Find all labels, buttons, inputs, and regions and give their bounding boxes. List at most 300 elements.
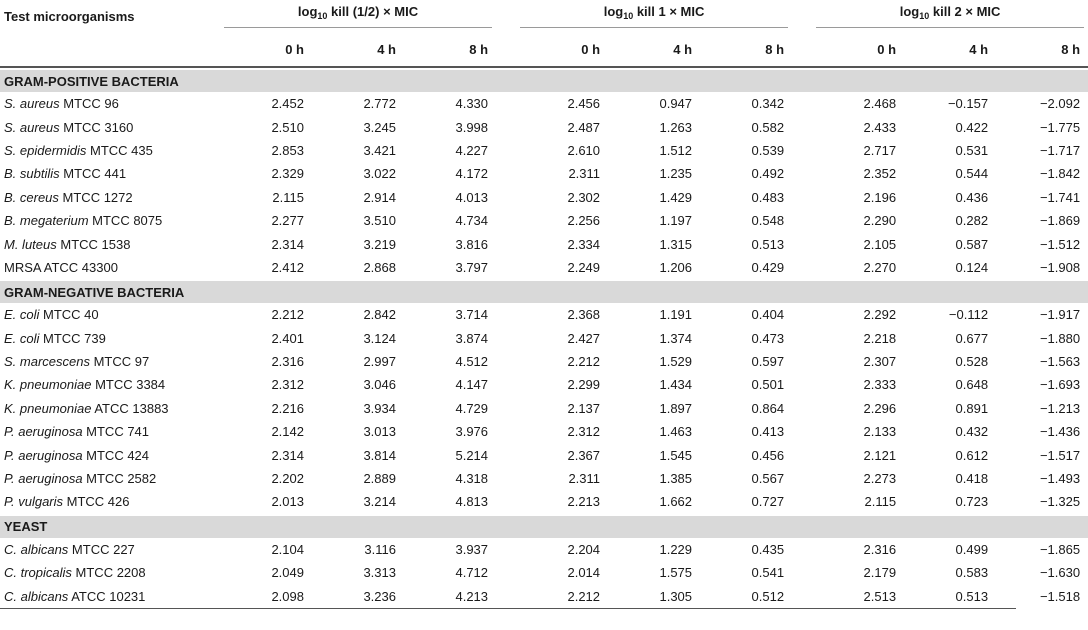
- table-row: [0, 92, 1088, 115]
- value-cell: 2.311: [568, 471, 601, 487]
- value-cell: 0.413: [751, 424, 785, 440]
- table-row: [0, 373, 1088, 396]
- value-cell: 3.976: [455, 424, 489, 440]
- value-cell: 1.463: [659, 424, 693, 440]
- value-cell: 2.468: [863, 96, 897, 112]
- value-cell: 2.121: [863, 447, 897, 463]
- value-cell: 2.049: [271, 565, 304, 581]
- column-gap: [496, 584, 516, 607]
- column-gap: [496, 420, 516, 443]
- column-gap: [496, 467, 516, 490]
- value-cell: −1.869: [1039, 213, 1081, 229]
- value-cell: 0.418: [955, 471, 989, 487]
- header-row-groups: [0, 0, 1088, 32]
- value-cell: 3.214: [363, 494, 396, 510]
- value-cell: 2.013: [271, 494, 304, 510]
- header-row-times: [0, 32, 1088, 67]
- value-cell: 1.197: [659, 213, 693, 229]
- value-cell: 2.218: [863, 330, 897, 346]
- organism-name: [0, 186, 220, 209]
- organism-species: B. cereus: [4, 189, 59, 205]
- value-cell: 0.473: [751, 330, 785, 346]
- value-cell: 1.229: [659, 541, 693, 557]
- value-cell: 0.492: [751, 166, 785, 182]
- value-cell: 3.510: [363, 213, 396, 229]
- organism-strain: MTCC 96: [59, 96, 119, 112]
- organism-name: [0, 443, 220, 466]
- column-gap: [792, 538, 812, 561]
- value-cell: 2.292: [863, 307, 897, 323]
- organism-strain: MRSA ATCC 43300: [4, 259, 118, 275]
- column-gap: [496, 561, 516, 584]
- table-row: [0, 232, 1088, 255]
- value-cell: 4.512: [455, 354, 489, 370]
- column-gap: [496, 397, 516, 420]
- organism-name: [0, 490, 220, 513]
- value-cell: 3.934: [363, 400, 396, 416]
- value-cell: 2.510: [271, 119, 304, 135]
- organism-species: S. epidermidis: [4, 142, 87, 158]
- value-cell: 3.046: [363, 377, 396, 393]
- value-cell: 0.432: [955, 424, 989, 440]
- value-cell: 0.512: [751, 588, 785, 604]
- value-cell: 2.401: [271, 330, 304, 346]
- organism-strain: MTCC 2582: [82, 471, 157, 487]
- value-cell: 3.245: [363, 119, 396, 135]
- value-cell: 2.098: [271, 588, 304, 604]
- column-gap: [496, 92, 516, 115]
- organism-strain: ATCC 13883: [91, 400, 169, 416]
- value-cell: −1.563: [1039, 354, 1081, 370]
- organism-name: [0, 256, 220, 279]
- value-cell: 3.797: [455, 259, 489, 275]
- value-cell: −1.880: [1039, 330, 1081, 346]
- value-cell: 3.421: [363, 142, 396, 158]
- value-cell: 1.575: [659, 565, 693, 581]
- organism-species: S. marcescens: [4, 354, 90, 370]
- value-cell: −0.157: [947, 96, 989, 112]
- value-cell: 2.302: [567, 189, 601, 205]
- column-gap: [496, 186, 516, 209]
- value-cell: 0.429: [751, 259, 785, 275]
- value-cell: 2.196: [863, 189, 897, 205]
- column-gap: [496, 139, 516, 162]
- column-gap: [496, 115, 516, 138]
- value-cell: 0.499: [955, 541, 989, 557]
- value-cell: 1.191: [659, 307, 693, 323]
- organism-species: C. albicans: [4, 541, 69, 557]
- value-cell: 0.513: [955, 588, 989, 604]
- value-cell: 4.172: [455, 166, 489, 182]
- organism-species: B. megaterium: [4, 213, 89, 229]
- value-cell: 2.717: [863, 142, 897, 158]
- organism-name: [0, 350, 220, 373]
- organism-species: K. pneumoniae: [4, 400, 92, 416]
- organism-species: S. aureus: [4, 96, 60, 112]
- bottom-rule: [0, 608, 1016, 609]
- column-gap: [792, 162, 812, 185]
- value-cell: 1.545: [659, 447, 693, 463]
- value-cell: 3.013: [363, 424, 396, 440]
- value-cell: 0.864: [751, 400, 785, 416]
- organism-species: K. pneumoniae: [4, 377, 92, 393]
- value-cell: 1.434: [659, 377, 693, 393]
- table-row: [0, 256, 1088, 279]
- group-header-2x-mic: $\log_{10}$ kill 2 × MIC: [812, 0, 1088, 32]
- value-cell: 2.105: [863, 236, 897, 252]
- value-cell: 2.133: [863, 424, 897, 440]
- value-cell: 3.816: [455, 236, 489, 252]
- value-cell: 4.712: [455, 565, 489, 581]
- organism-name: [0, 420, 220, 443]
- value-cell: 2.142: [271, 424, 304, 440]
- organism-name: [0, 538, 220, 561]
- column-header-microorganisms: Test microorganisms: [4, 8, 135, 24]
- column-gap: [496, 443, 516, 466]
- value-cell: 2.212: [271, 307, 304, 323]
- value-cell: 3.714: [455, 307, 489, 323]
- column-gap: [792, 373, 812, 396]
- value-cell: 2.842: [363, 307, 396, 323]
- time-header: 4 h: [377, 41, 396, 57]
- section-title: YEAST: [0, 516, 1088, 538]
- value-cell: −1.493: [1039, 471, 1081, 487]
- value-cell: 2.452: [271, 96, 304, 112]
- column-gap: [792, 115, 812, 138]
- column-gap: [792, 350, 812, 373]
- value-cell: −1.630: [1039, 565, 1081, 581]
- value-cell: −2.092: [1039, 96, 1081, 112]
- organism-name: [0, 303, 220, 326]
- value-cell: 2.277: [271, 213, 304, 229]
- value-cell: 0.891: [955, 400, 989, 416]
- column-gap: [792, 467, 812, 490]
- value-cell: −1.512: [1039, 236, 1081, 252]
- value-cell: 3.814: [363, 447, 396, 463]
- value-cell: 2.312: [271, 377, 304, 393]
- value-cell: 4.734: [455, 213, 489, 229]
- value-cell: 1.662: [659, 494, 693, 510]
- value-cell: 2.316: [271, 354, 304, 370]
- organism-species: P. aeruginosa: [4, 471, 83, 487]
- column-gap: [496, 490, 516, 513]
- organism-species: S. aureus: [4, 119, 60, 135]
- value-cell: 2.412: [271, 259, 304, 275]
- value-cell: 4.330: [455, 96, 489, 112]
- value-cell: 0.456: [751, 447, 785, 463]
- value-cell: 0.727: [751, 494, 785, 510]
- value-cell: 0.528: [955, 354, 989, 370]
- value-cell: −1.436: [1039, 424, 1081, 440]
- value-cell: 4.813: [455, 494, 489, 510]
- organism-name: [0, 373, 220, 396]
- value-cell: 0.648: [955, 377, 989, 393]
- organism-strain: MTCC 1272: [58, 189, 133, 205]
- column-gap: [496, 232, 516, 255]
- organism-name: [0, 561, 220, 584]
- organism-name: [0, 139, 220, 162]
- table-body: [0, 67, 1088, 608]
- organism-name: [0, 209, 220, 232]
- organism-species: P. vulgaris: [4, 494, 64, 510]
- column-gap: [496, 303, 516, 326]
- value-cell: 0.541: [751, 565, 785, 581]
- value-cell: 2.270: [863, 259, 897, 275]
- organism-name: [0, 467, 220, 490]
- time-header: 8 h: [765, 41, 785, 57]
- column-gap: [792, 490, 812, 513]
- time-header: 8 h: [469, 41, 489, 57]
- organism-species: E. coli: [4, 307, 40, 323]
- value-cell: −1.775: [1039, 119, 1081, 135]
- value-cell: 0.531: [955, 142, 989, 158]
- value-cell: 1.374: [659, 330, 693, 346]
- column-gap: [792, 561, 812, 584]
- organism-species: C. albicans: [4, 588, 69, 604]
- value-cell: 1.305: [659, 588, 693, 604]
- value-cell: −1.213: [1039, 400, 1081, 416]
- organism-strain: MTCC 3384: [91, 377, 166, 393]
- value-cell: 2.997: [363, 354, 396, 370]
- organism-strain: MTCC 739: [39, 330, 106, 346]
- value-cell: 4.227: [455, 142, 489, 158]
- value-cell: 0.583: [955, 565, 989, 581]
- value-cell: −1.518: [1039, 588, 1081, 604]
- value-cell: 0.548: [751, 213, 785, 229]
- value-cell: 1.897: [659, 400, 693, 416]
- organism-strain: MTCC 8075: [88, 213, 163, 229]
- value-cell: 2.307: [863, 354, 897, 370]
- value-cell: 4.318: [455, 471, 489, 487]
- value-cell: 2.914: [363, 189, 396, 205]
- column-gap: [792, 327, 812, 350]
- value-cell: 0.282: [955, 213, 989, 229]
- section-title: GRAM-POSITIVE BACTERIA: [0, 70, 1088, 92]
- table-row: [0, 584, 1088, 607]
- organism-species: E. coli: [4, 330, 40, 346]
- value-cell: 2.368: [567, 307, 601, 323]
- value-cell: 3.022: [363, 166, 396, 182]
- table-row: [0, 162, 1088, 185]
- organism-strain: MTCC 426: [63, 494, 130, 510]
- value-cell: 0.567: [751, 471, 785, 487]
- value-cell: −1.865: [1039, 541, 1081, 557]
- value-cell: 3.937: [455, 541, 489, 557]
- organism-strain: MTCC 424: [82, 447, 150, 463]
- table-row: [0, 420, 1088, 443]
- value-cell: 2.853: [271, 142, 304, 158]
- time-header: 0 h: [285, 41, 304, 57]
- value-cell: −1.717: [1039, 142, 1081, 158]
- table-row: [0, 350, 1088, 373]
- organism-strain: MTCC 741: [82, 424, 150, 440]
- value-cell: 2.014: [567, 565, 601, 581]
- table-row: [0, 115, 1088, 138]
- organism-strain: MTCC 1538: [56, 236, 131, 252]
- organism-strain: MTCC 227: [68, 541, 135, 557]
- value-cell: 4.147: [455, 377, 489, 393]
- organism-strain: ATCC 10231: [68, 588, 146, 604]
- organism-species: B. subtilis: [4, 166, 60, 182]
- organism-name: [0, 92, 220, 115]
- value-cell: 1.315: [659, 236, 693, 252]
- value-cell: 2.179: [863, 565, 897, 581]
- value-cell: 2.868: [363, 259, 396, 275]
- value-cell: 2.249: [567, 259, 601, 275]
- organism-strain: MTCC 2208: [71, 565, 146, 581]
- value-cell: 1.429: [659, 189, 693, 205]
- organism-species: P. aeruginosa: [4, 447, 83, 463]
- value-cell: 0.582: [751, 119, 785, 135]
- column-gap: [792, 209, 812, 232]
- column-gap: [496, 538, 516, 561]
- value-cell: 2.115: [272, 189, 304, 205]
- table-row: [0, 490, 1088, 513]
- column-gap: [792, 139, 812, 162]
- value-cell: 0.435: [751, 541, 785, 557]
- table-row: [0, 186, 1088, 209]
- value-cell: 2.352: [863, 166, 897, 182]
- organism-strain: MTCC 3160: [59, 119, 134, 135]
- column-gap: [496, 256, 516, 279]
- organism-name: [0, 397, 220, 420]
- value-cell: 3.219: [363, 236, 396, 252]
- organism-strain: MTCC 435: [86, 142, 153, 158]
- organism-strain: MTCC 441: [59, 166, 127, 182]
- value-cell: 3.874: [455, 330, 489, 346]
- value-cell: 2.314: [271, 447, 304, 463]
- organism-strain: MTCC 97: [89, 354, 150, 370]
- table-row: [0, 443, 1088, 466]
- value-cell: 2.273: [863, 471, 897, 487]
- value-cell: 1.206: [659, 259, 693, 275]
- value-cell: 2.296: [863, 400, 897, 416]
- section-title: GRAM-NEGATIVE BACTERIA: [0, 281, 1088, 303]
- section-header-row: [0, 281, 1088, 303]
- value-cell: 2.610: [567, 142, 601, 158]
- table-row: [0, 303, 1088, 326]
- value-cell: 2.212: [567, 354, 601, 370]
- value-cell: −1.741: [1039, 189, 1081, 205]
- value-cell: 1.385: [659, 471, 693, 487]
- time-header: 0 h: [877, 41, 897, 57]
- value-cell: 2.137: [567, 400, 601, 416]
- value-cell: −1.908: [1039, 259, 1081, 275]
- value-cell: 0.513: [751, 236, 785, 252]
- table-row: [0, 139, 1088, 162]
- value-cell: 0.947: [659, 96, 693, 112]
- section-header-row: [0, 516, 1088, 538]
- value-cell: 3.116: [364, 541, 396, 557]
- group-header-half-mic: $\log_{10}$ kill (1/2) × MIC: [220, 0, 496, 32]
- value-cell: 2.204: [567, 541, 601, 557]
- column-gap: [496, 327, 516, 350]
- value-cell: 2.115: [864, 494, 897, 510]
- value-cell: 2.290: [863, 213, 897, 229]
- value-cell: 2.256: [567, 213, 601, 229]
- value-cell: 0.501: [751, 377, 785, 393]
- value-cell: 4.729: [455, 400, 489, 416]
- column-gap: [792, 397, 812, 420]
- value-cell: 2.104: [271, 541, 304, 557]
- organism-strain: MTCC 40: [39, 307, 99, 323]
- value-cell: 2.314: [271, 236, 304, 252]
- value-cell: −1.842: [1039, 166, 1081, 182]
- value-cell: 4.013: [455, 189, 489, 205]
- value-cell: 1.529: [659, 354, 693, 370]
- value-cell: 0.422: [955, 119, 989, 135]
- time-header: 0 h: [581, 41, 601, 57]
- value-cell: 2.334: [567, 236, 601, 252]
- column-gap: [792, 186, 812, 209]
- value-cell: 2.213: [567, 494, 601, 510]
- value-cell: −1.325: [1039, 494, 1081, 510]
- value-cell: 2.216: [271, 400, 304, 416]
- section-header-row: [0, 70, 1088, 92]
- value-cell: 1.512: [659, 142, 693, 158]
- time-header: 4 h: [673, 41, 693, 57]
- value-cell: 0.539: [751, 142, 785, 158]
- value-cell: 2.433: [863, 119, 897, 135]
- value-cell: 2.316: [863, 541, 897, 557]
- value-cell: 3.236: [363, 588, 396, 604]
- value-cell: 3.998: [455, 119, 489, 135]
- column-gap: [496, 373, 516, 396]
- value-cell: 2.456: [567, 96, 601, 112]
- time-header: 8 h: [1061, 41, 1081, 57]
- table-row: [0, 561, 1088, 584]
- value-cell: 2.311: [568, 166, 601, 182]
- column-gap: [792, 443, 812, 466]
- organism-species: P. aeruginosa: [4, 424, 83, 440]
- value-cell: 0.544: [955, 166, 989, 182]
- value-cell: 2.299: [567, 377, 601, 393]
- value-cell: 2.889: [363, 471, 396, 487]
- column-gap: [792, 303, 812, 326]
- value-cell: 0.612: [955, 447, 989, 463]
- value-cell: 2.312: [567, 424, 601, 440]
- value-cell: −1.917: [1039, 307, 1081, 323]
- value-cell: 3.124: [363, 330, 396, 346]
- value-cell: 1.235: [659, 166, 693, 182]
- table-row: [0, 538, 1088, 561]
- value-cell: 0.404: [751, 307, 785, 323]
- value-cell: 0.124: [955, 259, 989, 275]
- value-cell: 2.329: [271, 166, 304, 182]
- organism-name: [0, 327, 220, 350]
- value-cell: 0.436: [955, 189, 989, 205]
- value-cell: 2.513: [863, 588, 897, 604]
- column-gap: [792, 232, 812, 255]
- value-cell: 0.677: [955, 330, 989, 346]
- value-cell: 0.483: [751, 189, 785, 205]
- value-cell: 5.214: [455, 447, 489, 463]
- value-cell: 4.213: [455, 588, 489, 604]
- table-row: [0, 327, 1088, 350]
- value-cell: 0.723: [955, 494, 989, 510]
- value-cell: 2.367: [567, 447, 601, 463]
- group-header-1x-mic: $\log_{10}$ kill 1 × MIC: [516, 0, 792, 32]
- table-row: [0, 397, 1088, 420]
- value-cell: −1.693: [1039, 377, 1081, 393]
- column-gap: [496, 162, 516, 185]
- column-gap: [496, 350, 516, 373]
- value-cell: 0.587: [955, 236, 989, 252]
- value-cell: 1.263: [659, 119, 693, 135]
- column-gap: [792, 420, 812, 443]
- organism-name: [0, 162, 220, 185]
- time-header: 4 h: [969, 41, 989, 57]
